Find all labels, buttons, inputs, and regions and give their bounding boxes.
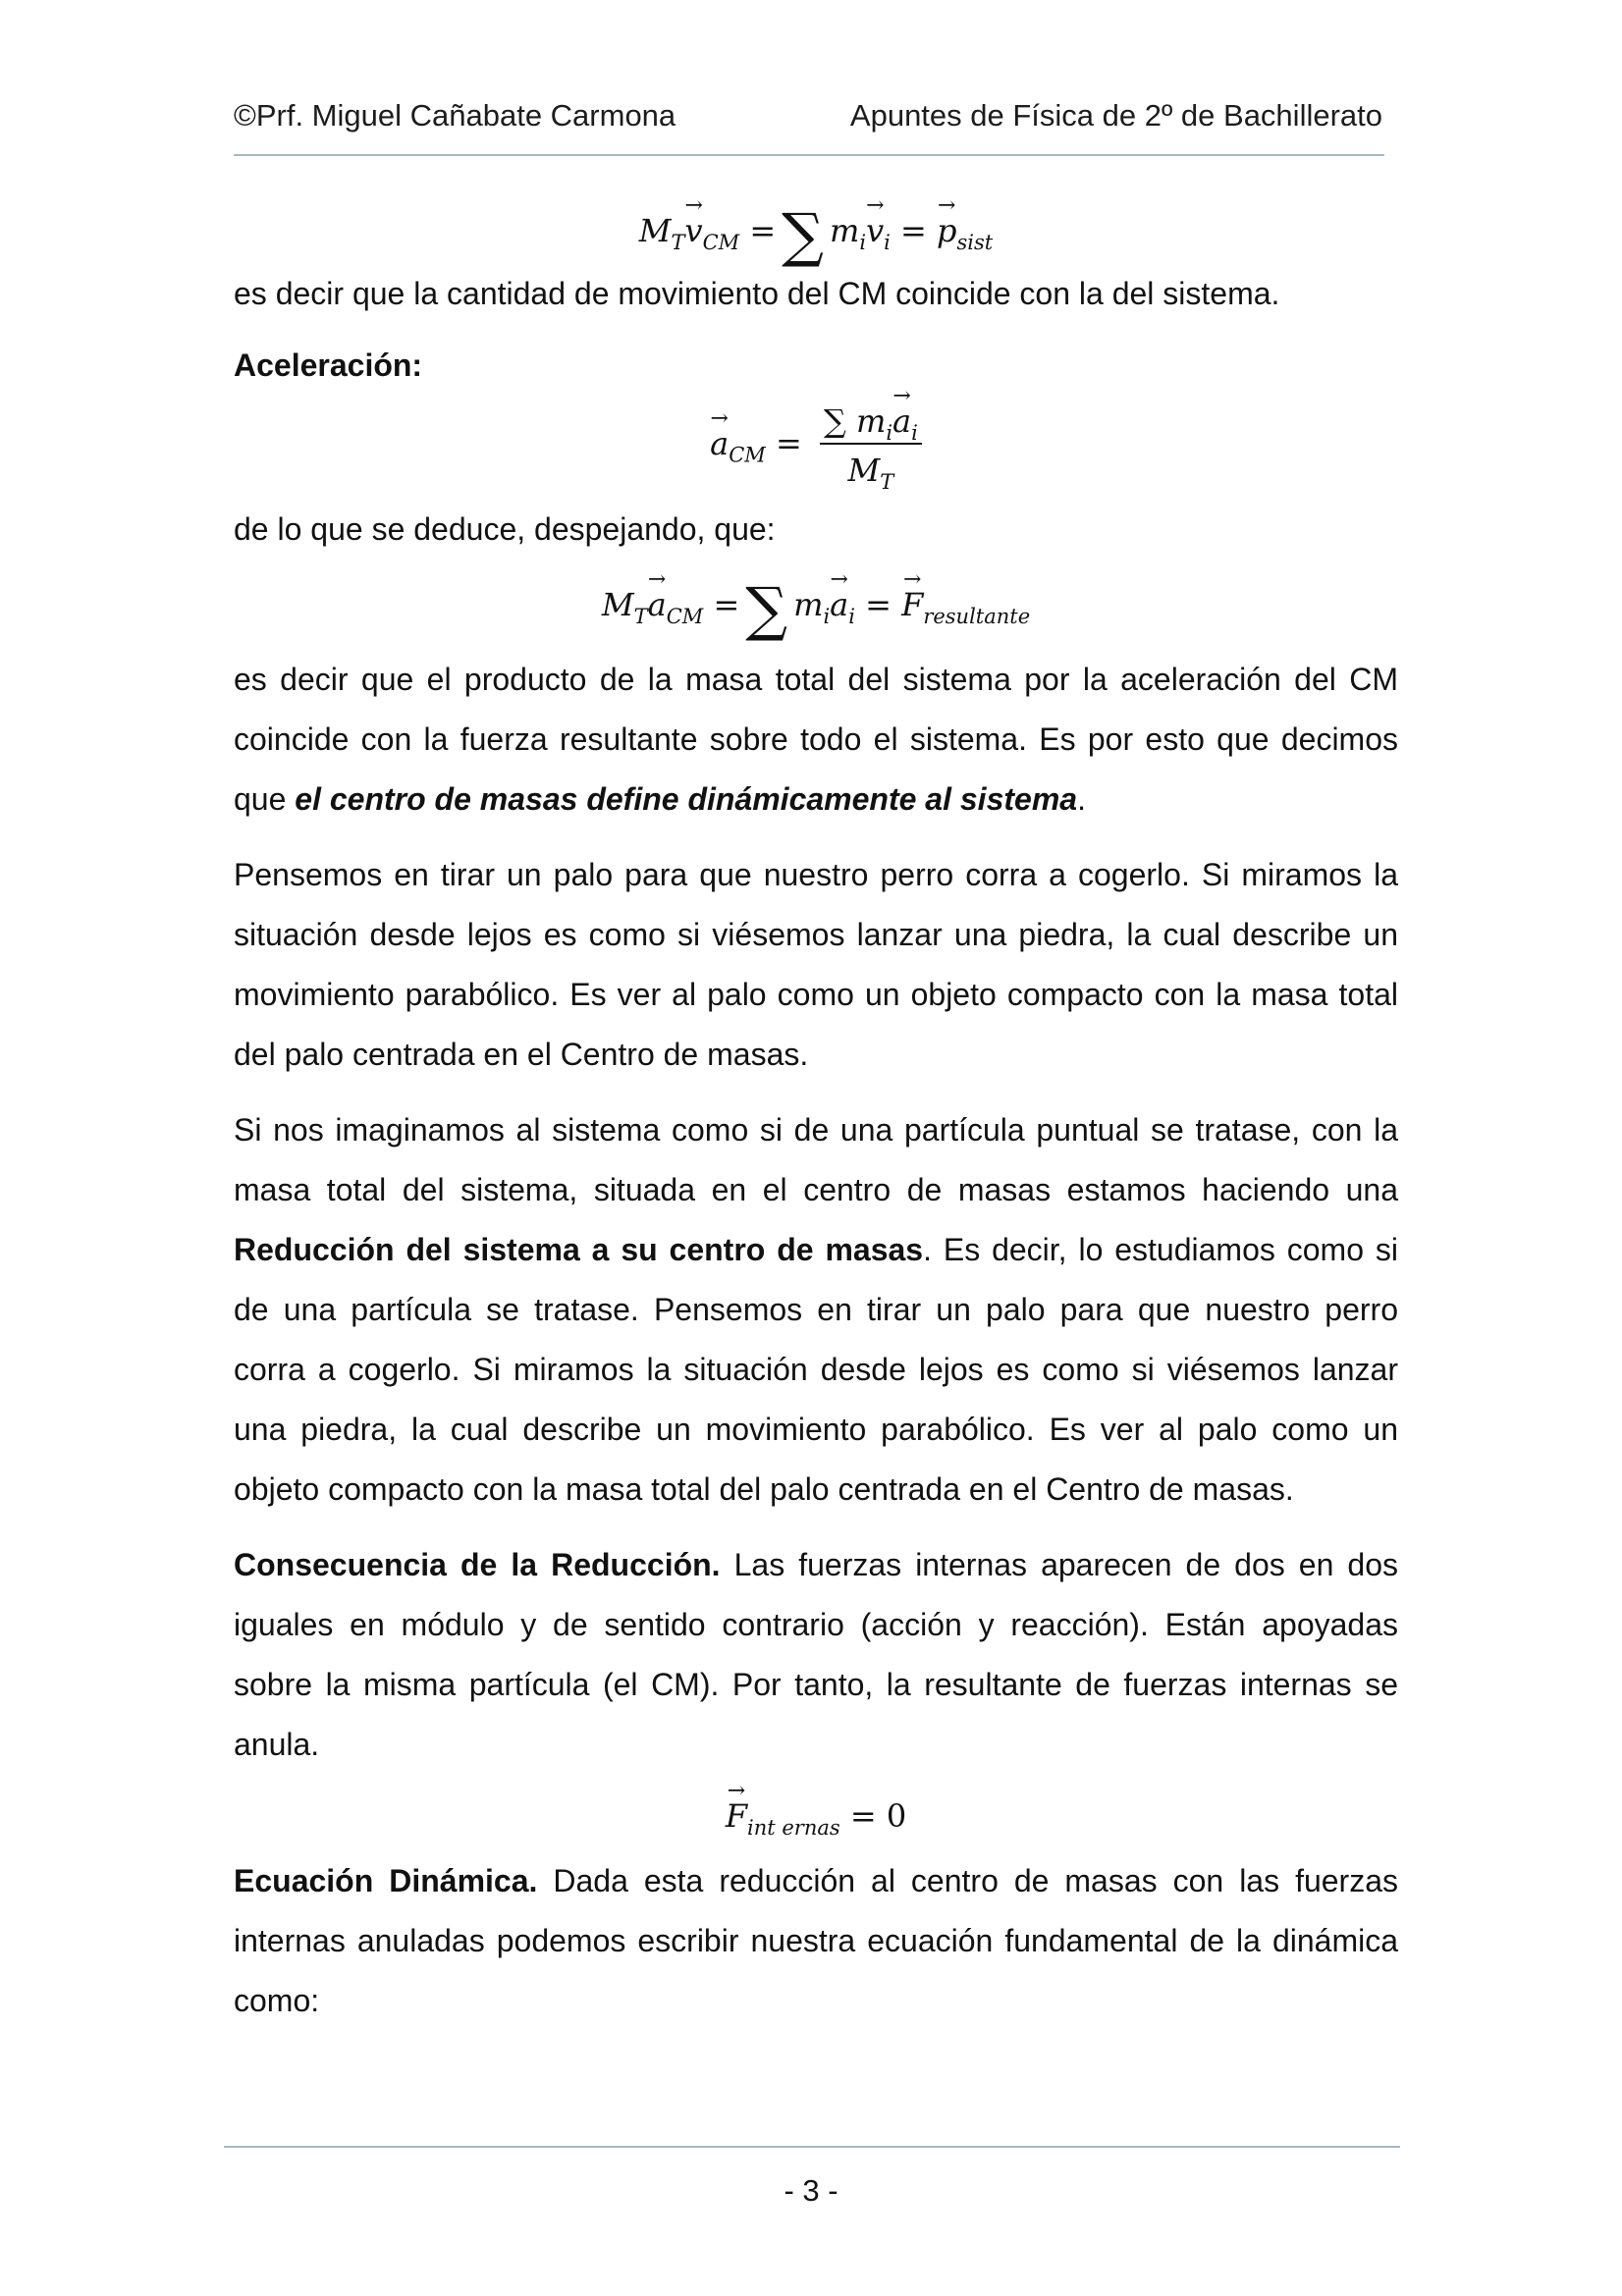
eq3-T: T bbox=[633, 605, 648, 628]
eq3-ii: i bbox=[848, 605, 855, 628]
p7-bold: Ecuación Dinámica. bbox=[234, 1863, 538, 1898]
paragraph-consequence bbox=[234, 1535, 1398, 1775]
eq1-v-vector bbox=[684, 212, 703, 249]
eq3-a-vector bbox=[647, 586, 667, 623]
p5-text-a: Si nos imaginamos al sistema como si de una partícula puntual se tratase, con la masa total del sistema, situada en el centro de masas estamos haciendo una bbox=[234, 1112, 1398, 1207]
eq1-equals: = bbox=[749, 212, 777, 249]
eq2-m: m bbox=[855, 402, 887, 440]
header-divider bbox=[234, 154, 1384, 156]
eq1-sist: sist bbox=[956, 231, 994, 254]
equation-acceleration bbox=[234, 402, 1398, 494]
p3-text: es decir que el producto de la masa total del sistema por la aceleración del CM coincide con la fuerza resultante sobre todo el sistema. Es por esto que decimos que bbox=[234, 662, 1398, 817]
eq3-m: m bbox=[793, 586, 824, 623]
eq1-equals-2: = bbox=[900, 212, 927, 249]
eq2-sum-symbol: ∑ bbox=[823, 402, 846, 440]
p7-text: Dada esta reducción al centro de masas con las fuerzas internas anuladas podemos escribir nuestra ecuación fundamental de la dinámica como: bbox=[234, 1863, 1399, 2018]
eq2-ii: i bbox=[911, 421, 918, 445]
eq3-CM: CM bbox=[666, 605, 704, 628]
equation-momentum bbox=[234, 201, 1398, 270]
eq3-resultante: resultante bbox=[923, 605, 1031, 628]
eq3-equals-2: = bbox=[865, 586, 892, 623]
eq3-F-vector bbox=[901, 586, 924, 623]
eq1-p: p bbox=[937, 212, 957, 249]
heading-aceleracion: Aceleración: bbox=[234, 347, 423, 383]
page-number: - 3 - bbox=[784, 2173, 838, 2208]
eq1-T: T bbox=[671, 231, 685, 254]
eq1-vi-vector bbox=[866, 212, 885, 249]
equation-internal-forces bbox=[234, 1797, 1398, 1840]
eq1-i: i bbox=[859, 231, 867, 254]
eq1-p-vector bbox=[937, 212, 957, 249]
eq4-internas: int ernas bbox=[747, 1816, 840, 1840]
eq2-i: i bbox=[886, 421, 893, 445]
eq2-a: a bbox=[710, 424, 730, 462]
paragraph-momentum: es decir que la cantidad de movimiento del CM coincide con la del sistema. bbox=[234, 276, 1280, 311]
eq1-m: m bbox=[830, 212, 860, 249]
eq1-sum-symbol: ∑ bbox=[782, 201, 825, 270]
eq1-vi: v bbox=[866, 212, 885, 249]
eq2-a-vector bbox=[710, 424, 730, 462]
eq1-CM: CM bbox=[702, 231, 740, 254]
eq3-F: F bbox=[901, 586, 924, 623]
header-author: ©Prf. Miguel Cañabate Carmona bbox=[234, 98, 676, 133]
p3-end: . bbox=[1077, 781, 1086, 817]
eq3-ai: a bbox=[830, 586, 849, 623]
eq2-ai: a bbox=[892, 402, 912, 440]
eq2-numerator bbox=[820, 402, 922, 445]
p6-text: Las fuerzas internas aparecen de dos en dos iguales en módulo y de sentido contrario (acción y reacción). Están apoyadas sobre la misma partícula (el CM). Por tanto, la resultante de fuerzas internas se anula. bbox=[234, 1547, 1398, 1762]
eq3-equals: = bbox=[713, 586, 740, 623]
eq2-CM: CM bbox=[729, 443, 766, 467]
paragraph-dynamic-definition bbox=[234, 650, 1398, 829]
paragraph-stick-example: Pensemos en tirar un palo para que nuestro perro corra a cogerlo. Si miramos la situación desde lejos es como si viésemos lanzar una piedra, la cual describe un movimiento parabólico. Es ver al palo como un objeto compacto con la masa total del palo centrada en el Centro de masas. bbox=[234, 857, 1398, 1072]
eq4-F: F bbox=[725, 1797, 748, 1835]
eq2-equals: = bbox=[775, 424, 802, 462]
eq2-fraction bbox=[820, 402, 922, 494]
p3-emphasis: el centro de masas define dinámicamente al sistema bbox=[295, 781, 1078, 817]
p5-bold: Reducción del sistema a su centro de masas bbox=[234, 1232, 924, 1267]
page-header bbox=[234, 98, 1382, 141]
paragraph-dynamic-equation bbox=[234, 1851, 1398, 2031]
eq2-M: M bbox=[847, 452, 881, 489]
paragraph-reduction bbox=[234, 1100, 1398, 1520]
eq3-i: i bbox=[823, 605, 831, 628]
eq3-ai-vector bbox=[830, 586, 849, 623]
p5-text-b: . Es decir, lo estudiamos como si de una partícula se tratase. Pensemos en tirar un palo para que nuestro perro corra a cogerlo. Si miramos la situación desde lejos es como si viésemos lanzar una piedra, la cual describe un movimiento parabólico. Es ver al palo como un objeto compacto con la masa total del palo centrada en el Centro de masas. bbox=[234, 1232, 1399, 1507]
eq4-equals: = bbox=[849, 1797, 877, 1835]
p6-bold: Consecuencia de la Reducción. bbox=[234, 1547, 721, 1582]
eq1-M: M bbox=[638, 212, 672, 249]
eq1-v: v bbox=[684, 212, 703, 249]
footer-divider bbox=[224, 2146, 1400, 2148]
eq4-zero: 0 bbox=[886, 1797, 907, 1835]
eq3-a: a bbox=[647, 586, 667, 623]
eq3-M: M bbox=[601, 586, 634, 623]
header-title: Apuntes de Física de 2º de Bachillerato bbox=[849, 98, 1382, 133]
page-content bbox=[234, 182, 1398, 2031]
eq3-sum-symbol: ∑ bbox=[745, 575, 788, 644]
eq2-denominator bbox=[820, 445, 922, 494]
eq2-ai-vector bbox=[892, 402, 912, 440]
eq4-F-vector bbox=[725, 1797, 748, 1835]
eq2-T: T bbox=[880, 470, 894, 494]
paragraph-despejando: de lo que se deduce, despejando, que: bbox=[234, 511, 776, 547]
equation-force bbox=[234, 575, 1398, 644]
eq1-ii: i bbox=[884, 231, 891, 254]
